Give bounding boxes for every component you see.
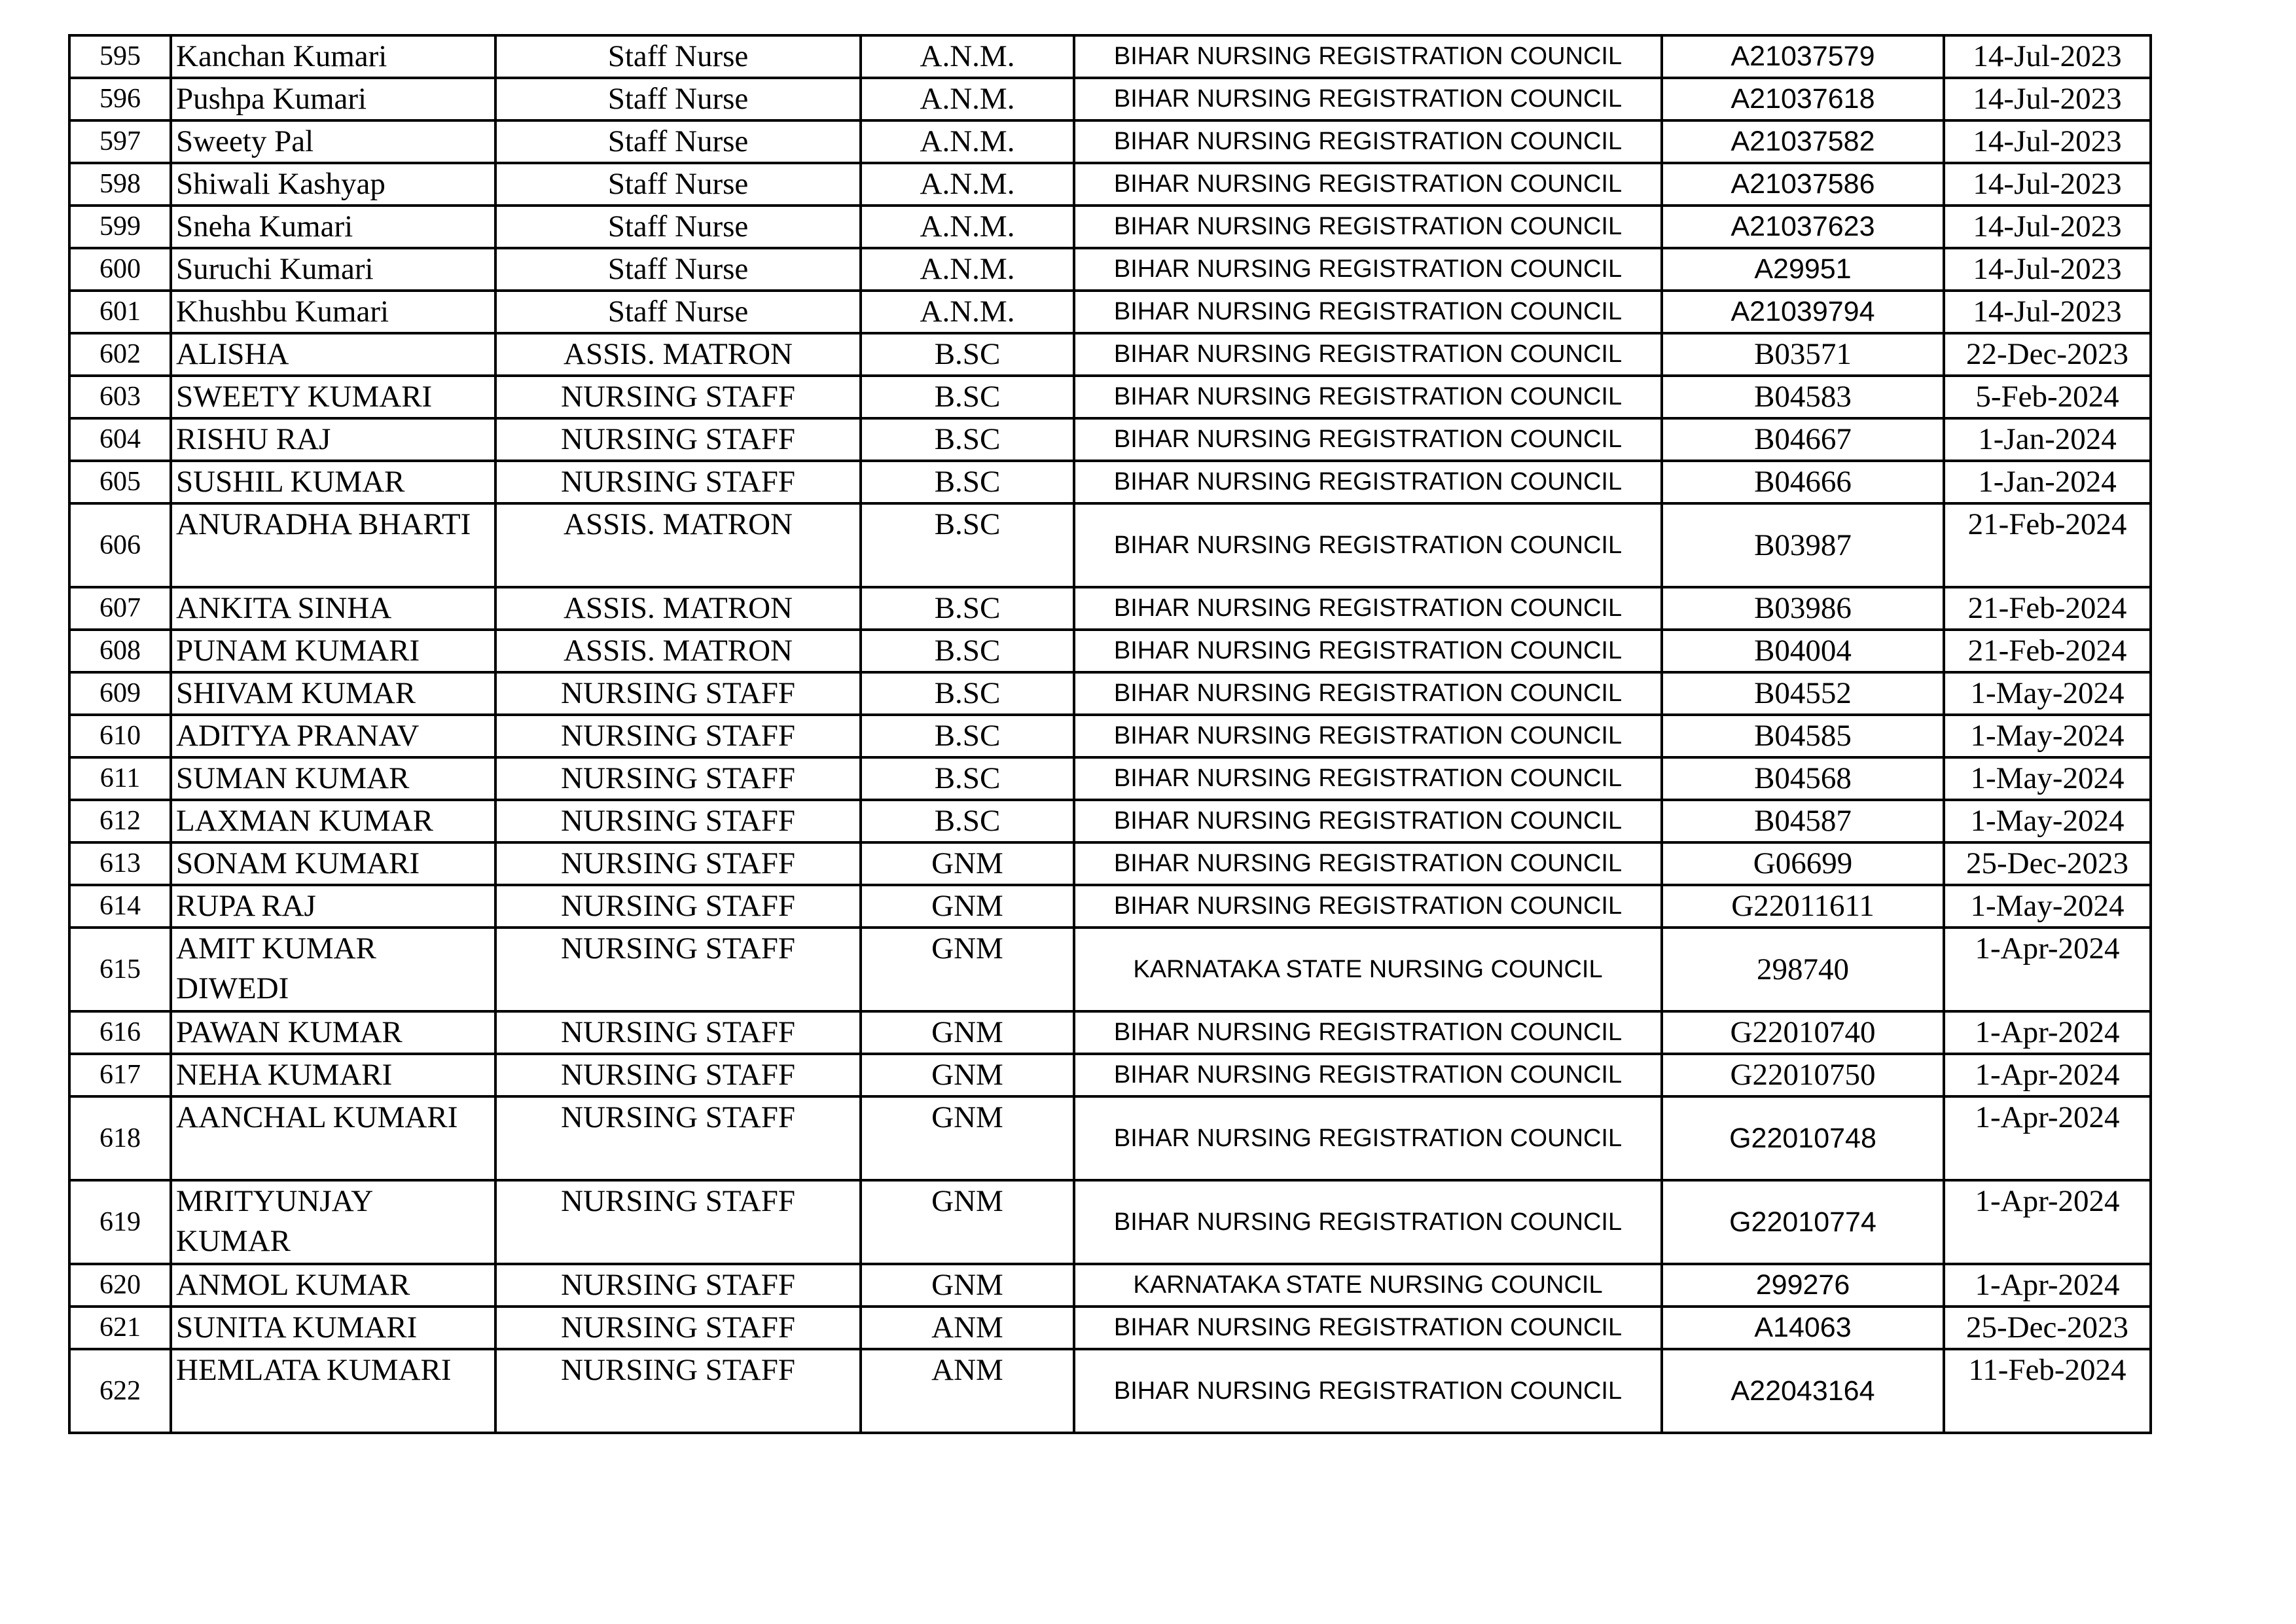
council-cell: BIHAR NURSING REGISTRATION COUNCIL	[1074, 1307, 1662, 1349]
qualification-cell: B.SC	[861, 800, 1074, 842]
name-cell: AMIT KUMAR DIWEDI	[171, 928, 495, 1011]
joining-date-cell: 14-Jul-2023	[1944, 291, 2151, 333]
name-cell: SUNITA KUMARI	[171, 1307, 495, 1349]
council-cell: KARNATAKA STATE NURSING COUNCIL	[1074, 1264, 1662, 1307]
serial-number-cell: 609	[69, 672, 171, 715]
designation-cell: NURSING STAFF	[495, 842, 861, 885]
name-cell: SUMAN KUMAR	[171, 757, 495, 800]
table-row	[69, 418, 2151, 461]
council-cell: BIHAR NURSING REGISTRATION COUNCIL	[1074, 757, 1662, 800]
qualification-cell: B.SC	[861, 587, 1074, 630]
name-cell: LAXMAN KUMAR	[171, 800, 495, 842]
joining-date-cell: 21-Feb-2024	[1944, 503, 2151, 587]
table-row	[69, 291, 2151, 333]
council-cell: BIHAR NURSING REGISTRATION COUNCIL	[1074, 248, 1662, 291]
table-row	[69, 248, 2151, 291]
qualification-cell: GNM	[861, 1054, 1074, 1096]
table-row	[69, 800, 2151, 842]
registration-number-cell: A21037623	[1662, 206, 1944, 248]
joining-date-cell: 1-Apr-2024	[1944, 1180, 2151, 1264]
name-cell: RISHU RAJ	[171, 418, 495, 461]
name-cell: SWEETY KUMARI	[171, 376, 495, 418]
table-row	[69, 757, 2151, 800]
joining-date-cell: 1-Jan-2024	[1944, 461, 2151, 503]
name-cell: PUNAM KUMARI	[171, 630, 495, 672]
qualification-cell: B.SC	[861, 503, 1074, 587]
qualification-cell: GNM	[861, 1264, 1074, 1307]
table-row	[69, 1054, 2151, 1096]
table-row	[69, 120, 2151, 163]
table-row	[69, 885, 2151, 928]
qualification-cell: B.SC	[861, 630, 1074, 672]
name-cell: ANKITA SINHA	[171, 587, 495, 630]
table-row	[69, 461, 2151, 503]
joining-date-cell: 1-Jan-2024	[1944, 418, 2151, 461]
name-cell: ALISHA	[171, 333, 495, 376]
joining-date-cell: 14-Jul-2023	[1944, 163, 2151, 206]
qualification-cell: A.N.M.	[861, 206, 1074, 248]
name-cell: HEMLATA KUMARI	[171, 1349, 495, 1433]
table-row	[69, 1180, 2151, 1264]
joining-date-cell: 21-Feb-2024	[1944, 630, 2151, 672]
serial-number-cell: 595	[69, 35, 171, 78]
joining-date-cell: 1-Apr-2024	[1944, 1011, 2151, 1054]
designation-cell: Staff Nurse	[495, 291, 861, 333]
table-row	[69, 672, 2151, 715]
serial-number-cell: 615	[69, 928, 171, 1011]
joining-date-cell: 14-Jul-2023	[1944, 78, 2151, 120]
serial-number-cell: 603	[69, 376, 171, 418]
designation-cell: NURSING STAFF	[495, 1011, 861, 1054]
qualification-cell: A.N.M.	[861, 163, 1074, 206]
qualification-cell: B.SC	[861, 461, 1074, 503]
registration-number-cell: B04568	[1662, 757, 1944, 800]
joining-date-cell: 22-Dec-2023	[1944, 333, 2151, 376]
joining-date-cell: 14-Jul-2023	[1944, 248, 2151, 291]
council-cell: BIHAR NURSING REGISTRATION COUNCIL	[1074, 333, 1662, 376]
table-body	[69, 35, 2151, 1433]
serial-number-cell: 610	[69, 715, 171, 757]
council-cell: BIHAR NURSING REGISTRATION COUNCIL	[1074, 1054, 1662, 1096]
council-cell: BIHAR NURSING REGISTRATION COUNCIL	[1074, 376, 1662, 418]
qualification-cell: B.SC	[861, 672, 1074, 715]
table-row	[69, 928, 2151, 1011]
serial-number-cell: 605	[69, 461, 171, 503]
serial-number-cell: 598	[69, 163, 171, 206]
council-cell: BIHAR NURSING REGISTRATION COUNCIL	[1074, 1180, 1662, 1264]
qualification-cell: B.SC	[861, 757, 1074, 800]
council-cell: BIHAR NURSING REGISTRATION COUNCIL	[1074, 206, 1662, 248]
registration-number-cell: A21037579	[1662, 35, 1944, 78]
serial-number-cell: 613	[69, 842, 171, 885]
joining-date-cell: 14-Jul-2023	[1944, 35, 2151, 78]
joining-date-cell: 1-May-2024	[1944, 672, 2151, 715]
designation-cell: NURSING STAFF	[495, 1264, 861, 1307]
registration-number-cell: G22010750	[1662, 1054, 1944, 1096]
registration-number-cell: 298740	[1662, 928, 1944, 1011]
serial-number-cell: 607	[69, 587, 171, 630]
registration-number-cell: G22010774	[1662, 1180, 1944, 1264]
name-cell: Shiwali Kashyap	[171, 163, 495, 206]
joining-date-cell: 1-Apr-2024	[1944, 928, 2151, 1011]
designation-cell: NURSING STAFF	[495, 376, 861, 418]
council-cell: BIHAR NURSING REGISTRATION COUNCIL	[1074, 672, 1662, 715]
joining-date-cell: 25-Dec-2023	[1944, 1307, 2151, 1349]
serial-number-cell: 619	[69, 1180, 171, 1264]
name-cell: SUSHIL KUMAR	[171, 461, 495, 503]
designation-cell: ASSIS. MATRON	[495, 333, 861, 376]
qualification-cell: B.SC	[861, 333, 1074, 376]
designation-cell: Staff Nurse	[495, 206, 861, 248]
joining-date-cell: 14-Jul-2023	[1944, 206, 2151, 248]
registration-number-cell: B04552	[1662, 672, 1944, 715]
name-cell: ANMOL KUMAR	[171, 1264, 495, 1307]
joining-date-cell: 1-May-2024	[1944, 885, 2151, 928]
name-cell: Sneha Kumari	[171, 206, 495, 248]
registration-number-cell: G22011611	[1662, 885, 1944, 928]
designation-cell: NURSING STAFF	[495, 672, 861, 715]
qualification-cell: A.N.M.	[861, 78, 1074, 120]
serial-number-cell: 597	[69, 120, 171, 163]
qualification-cell: GNM	[861, 1096, 1074, 1180]
registration-number-cell: G22010748	[1662, 1096, 1944, 1180]
designation-cell: ASSIS. MATRON	[495, 587, 861, 630]
designation-cell: Staff Nurse	[495, 248, 861, 291]
name-cell: Suruchi Kumari	[171, 248, 495, 291]
council-cell: BIHAR NURSING REGISTRATION COUNCIL	[1074, 78, 1662, 120]
qualification-cell: A.N.M.	[861, 291, 1074, 333]
council-cell: BIHAR NURSING REGISTRATION COUNCIL	[1074, 291, 1662, 333]
serial-number-cell: 608	[69, 630, 171, 672]
joining-date-cell: 1-May-2024	[1944, 757, 2151, 800]
council-cell: BIHAR NURSING REGISTRATION COUNCIL	[1074, 800, 1662, 842]
registration-number-cell: A21037586	[1662, 163, 1944, 206]
serial-number-cell: 618	[69, 1096, 171, 1180]
qualification-cell: B.SC	[861, 715, 1074, 757]
name-cell: AANCHAL KUMARI	[171, 1096, 495, 1180]
registration-number-cell: G22010740	[1662, 1011, 1944, 1054]
council-cell: BIHAR NURSING REGISTRATION COUNCIL	[1074, 35, 1662, 78]
name-cell: Khushbu Kumari	[171, 291, 495, 333]
registration-number-cell: A21039794	[1662, 291, 1944, 333]
council-cell: BIHAR NURSING REGISTRATION COUNCIL	[1074, 842, 1662, 885]
registration-number-cell: B04587	[1662, 800, 1944, 842]
qualification-cell: B.SC	[861, 376, 1074, 418]
registration-number-cell: A29951	[1662, 248, 1944, 291]
registration-number-cell: B04666	[1662, 461, 1944, 503]
designation-cell: NURSING STAFF	[495, 1054, 861, 1096]
joining-date-cell: 5-Feb-2024	[1944, 376, 2151, 418]
table-row	[69, 78, 2151, 120]
serial-number-cell: 612	[69, 800, 171, 842]
qualification-cell: GNM	[861, 842, 1074, 885]
council-cell: BIHAR NURSING REGISTRATION COUNCIL	[1074, 715, 1662, 757]
joining-date-cell: 11-Feb-2024	[1944, 1349, 2151, 1433]
qualification-cell: B.SC	[861, 418, 1074, 461]
table-row	[69, 1264, 2151, 1307]
council-cell: BIHAR NURSING REGISTRATION COUNCIL	[1074, 163, 1662, 206]
serial-number-cell: 611	[69, 757, 171, 800]
designation-cell: Staff Nurse	[495, 78, 861, 120]
registration-number-cell: A21037582	[1662, 120, 1944, 163]
designation-cell: NURSING STAFF	[495, 1180, 861, 1264]
registration-number-cell: 299276	[1662, 1264, 1944, 1307]
council-cell: BIHAR NURSING REGISTRATION COUNCIL	[1074, 1011, 1662, 1054]
table-row	[69, 1096, 2151, 1180]
designation-cell: ASSIS. MATRON	[495, 503, 861, 587]
designation-cell: NURSING STAFF	[495, 1349, 861, 1433]
qualification-cell: ANM	[861, 1349, 1074, 1433]
table-row	[69, 163, 2151, 206]
joining-date-cell: 1-Apr-2024	[1944, 1264, 2151, 1307]
registration-number-cell: B04004	[1662, 630, 1944, 672]
registration-number-cell: B03986	[1662, 587, 1944, 630]
serial-number-cell: 602	[69, 333, 171, 376]
table-row	[69, 1011, 2151, 1054]
name-cell: PAWAN KUMAR	[171, 1011, 495, 1054]
table-row	[69, 715, 2151, 757]
registration-number-cell: G06699	[1662, 842, 1944, 885]
serial-number-cell: 620	[69, 1264, 171, 1307]
designation-cell: NURSING STAFF	[495, 1307, 861, 1349]
serial-number-cell: 614	[69, 885, 171, 928]
name-cell: SONAM KUMARI	[171, 842, 495, 885]
registration-number-cell: B03571	[1662, 333, 1944, 376]
designation-cell: NURSING STAFF	[495, 885, 861, 928]
serial-number-cell: 599	[69, 206, 171, 248]
serial-number-cell: 616	[69, 1011, 171, 1054]
designation-cell: NURSING STAFF	[495, 461, 861, 503]
name-cell: RUPA RAJ	[171, 885, 495, 928]
qualification-cell: GNM	[861, 1011, 1074, 1054]
council-cell: BIHAR NURSING REGISTRATION COUNCIL	[1074, 418, 1662, 461]
joining-date-cell: 1-May-2024	[1944, 800, 2151, 842]
table-row	[69, 842, 2151, 885]
name-cell: MRITYUNJAY KUMAR	[171, 1180, 495, 1264]
name-cell: SHIVAM KUMAR	[171, 672, 495, 715]
joining-date-cell: 25-Dec-2023	[1944, 842, 2151, 885]
name-cell: Pushpa Kumari	[171, 78, 495, 120]
designation-cell: Staff Nurse	[495, 35, 861, 78]
name-cell: Sweety Pal	[171, 120, 495, 163]
qualification-cell: A.N.M.	[861, 248, 1074, 291]
table-row	[69, 630, 2151, 672]
council-cell: KARNATAKA STATE NURSING COUNCIL	[1074, 928, 1662, 1011]
designation-cell: NURSING STAFF	[495, 1096, 861, 1180]
qualification-cell: A.N.M.	[861, 35, 1074, 78]
table-row	[69, 587, 2151, 630]
serial-number-cell: 621	[69, 1307, 171, 1349]
council-cell: BIHAR NURSING REGISTRATION COUNCIL	[1074, 885, 1662, 928]
table-row	[69, 206, 2151, 248]
serial-number-cell: 606	[69, 503, 171, 587]
name-cell: NEHA KUMARI	[171, 1054, 495, 1096]
designation-cell: NURSING STAFF	[495, 800, 861, 842]
designation-cell: Staff Nurse	[495, 120, 861, 163]
designation-cell: ASSIS. MATRON	[495, 630, 861, 672]
name-cell: ADITYA PRANAV	[171, 715, 495, 757]
council-cell: BIHAR NURSING REGISTRATION COUNCIL	[1074, 587, 1662, 630]
name-cell: ANURADHA BHARTI	[171, 503, 495, 587]
council-cell: BIHAR NURSING REGISTRATION COUNCIL	[1074, 1096, 1662, 1180]
name-cell: Kanchan Kumari	[171, 35, 495, 78]
table-row	[69, 503, 2151, 587]
table-row	[69, 376, 2151, 418]
staff-registration-table	[68, 34, 2152, 1434]
serial-number-cell: 596	[69, 78, 171, 120]
table-row	[69, 35, 2151, 78]
qualification-cell: A.N.M.	[861, 120, 1074, 163]
registration-number-cell: A22043164	[1662, 1349, 1944, 1433]
designation-cell: NURSING STAFF	[495, 757, 861, 800]
qualification-cell: GNM	[861, 885, 1074, 928]
registration-number-cell: B04667	[1662, 418, 1944, 461]
table-row	[69, 333, 2151, 376]
joining-date-cell: 21-Feb-2024	[1944, 587, 2151, 630]
qualification-cell: ANM	[861, 1307, 1074, 1349]
serial-number-cell: 622	[69, 1349, 171, 1433]
table-row	[69, 1307, 2151, 1349]
joining-date-cell: 1-Apr-2024	[1944, 1096, 2151, 1180]
joining-date-cell: 1-May-2024	[1944, 715, 2151, 757]
qualification-cell: GNM	[861, 1180, 1074, 1264]
designation-cell: NURSING STAFF	[495, 418, 861, 461]
table-row	[69, 1349, 2151, 1433]
joining-date-cell: 14-Jul-2023	[1944, 120, 2151, 163]
registration-number-cell: B04585	[1662, 715, 1944, 757]
council-cell: BIHAR NURSING REGISTRATION COUNCIL	[1074, 120, 1662, 163]
council-cell: BIHAR NURSING REGISTRATION COUNCIL	[1074, 503, 1662, 587]
designation-cell: NURSING STAFF	[495, 928, 861, 1011]
registration-number-cell: A14063	[1662, 1307, 1944, 1349]
council-cell: BIHAR NURSING REGISTRATION COUNCIL	[1074, 461, 1662, 503]
designation-cell: Staff Nurse	[495, 163, 861, 206]
council-cell: BIHAR NURSING REGISTRATION COUNCIL	[1074, 630, 1662, 672]
council-cell: BIHAR NURSING REGISTRATION COUNCIL	[1074, 1349, 1662, 1433]
serial-number-cell: 604	[69, 418, 171, 461]
serial-number-cell: 601	[69, 291, 171, 333]
serial-number-cell: 600	[69, 248, 171, 291]
serial-number-cell: 617	[69, 1054, 171, 1096]
designation-cell: NURSING STAFF	[495, 715, 861, 757]
joining-date-cell: 1-Apr-2024	[1944, 1054, 2151, 1096]
registration-number-cell: B03987	[1662, 503, 1944, 587]
registration-number-cell: B04583	[1662, 376, 1944, 418]
registration-number-cell: A21037618	[1662, 78, 1944, 120]
qualification-cell: GNM	[861, 928, 1074, 1011]
